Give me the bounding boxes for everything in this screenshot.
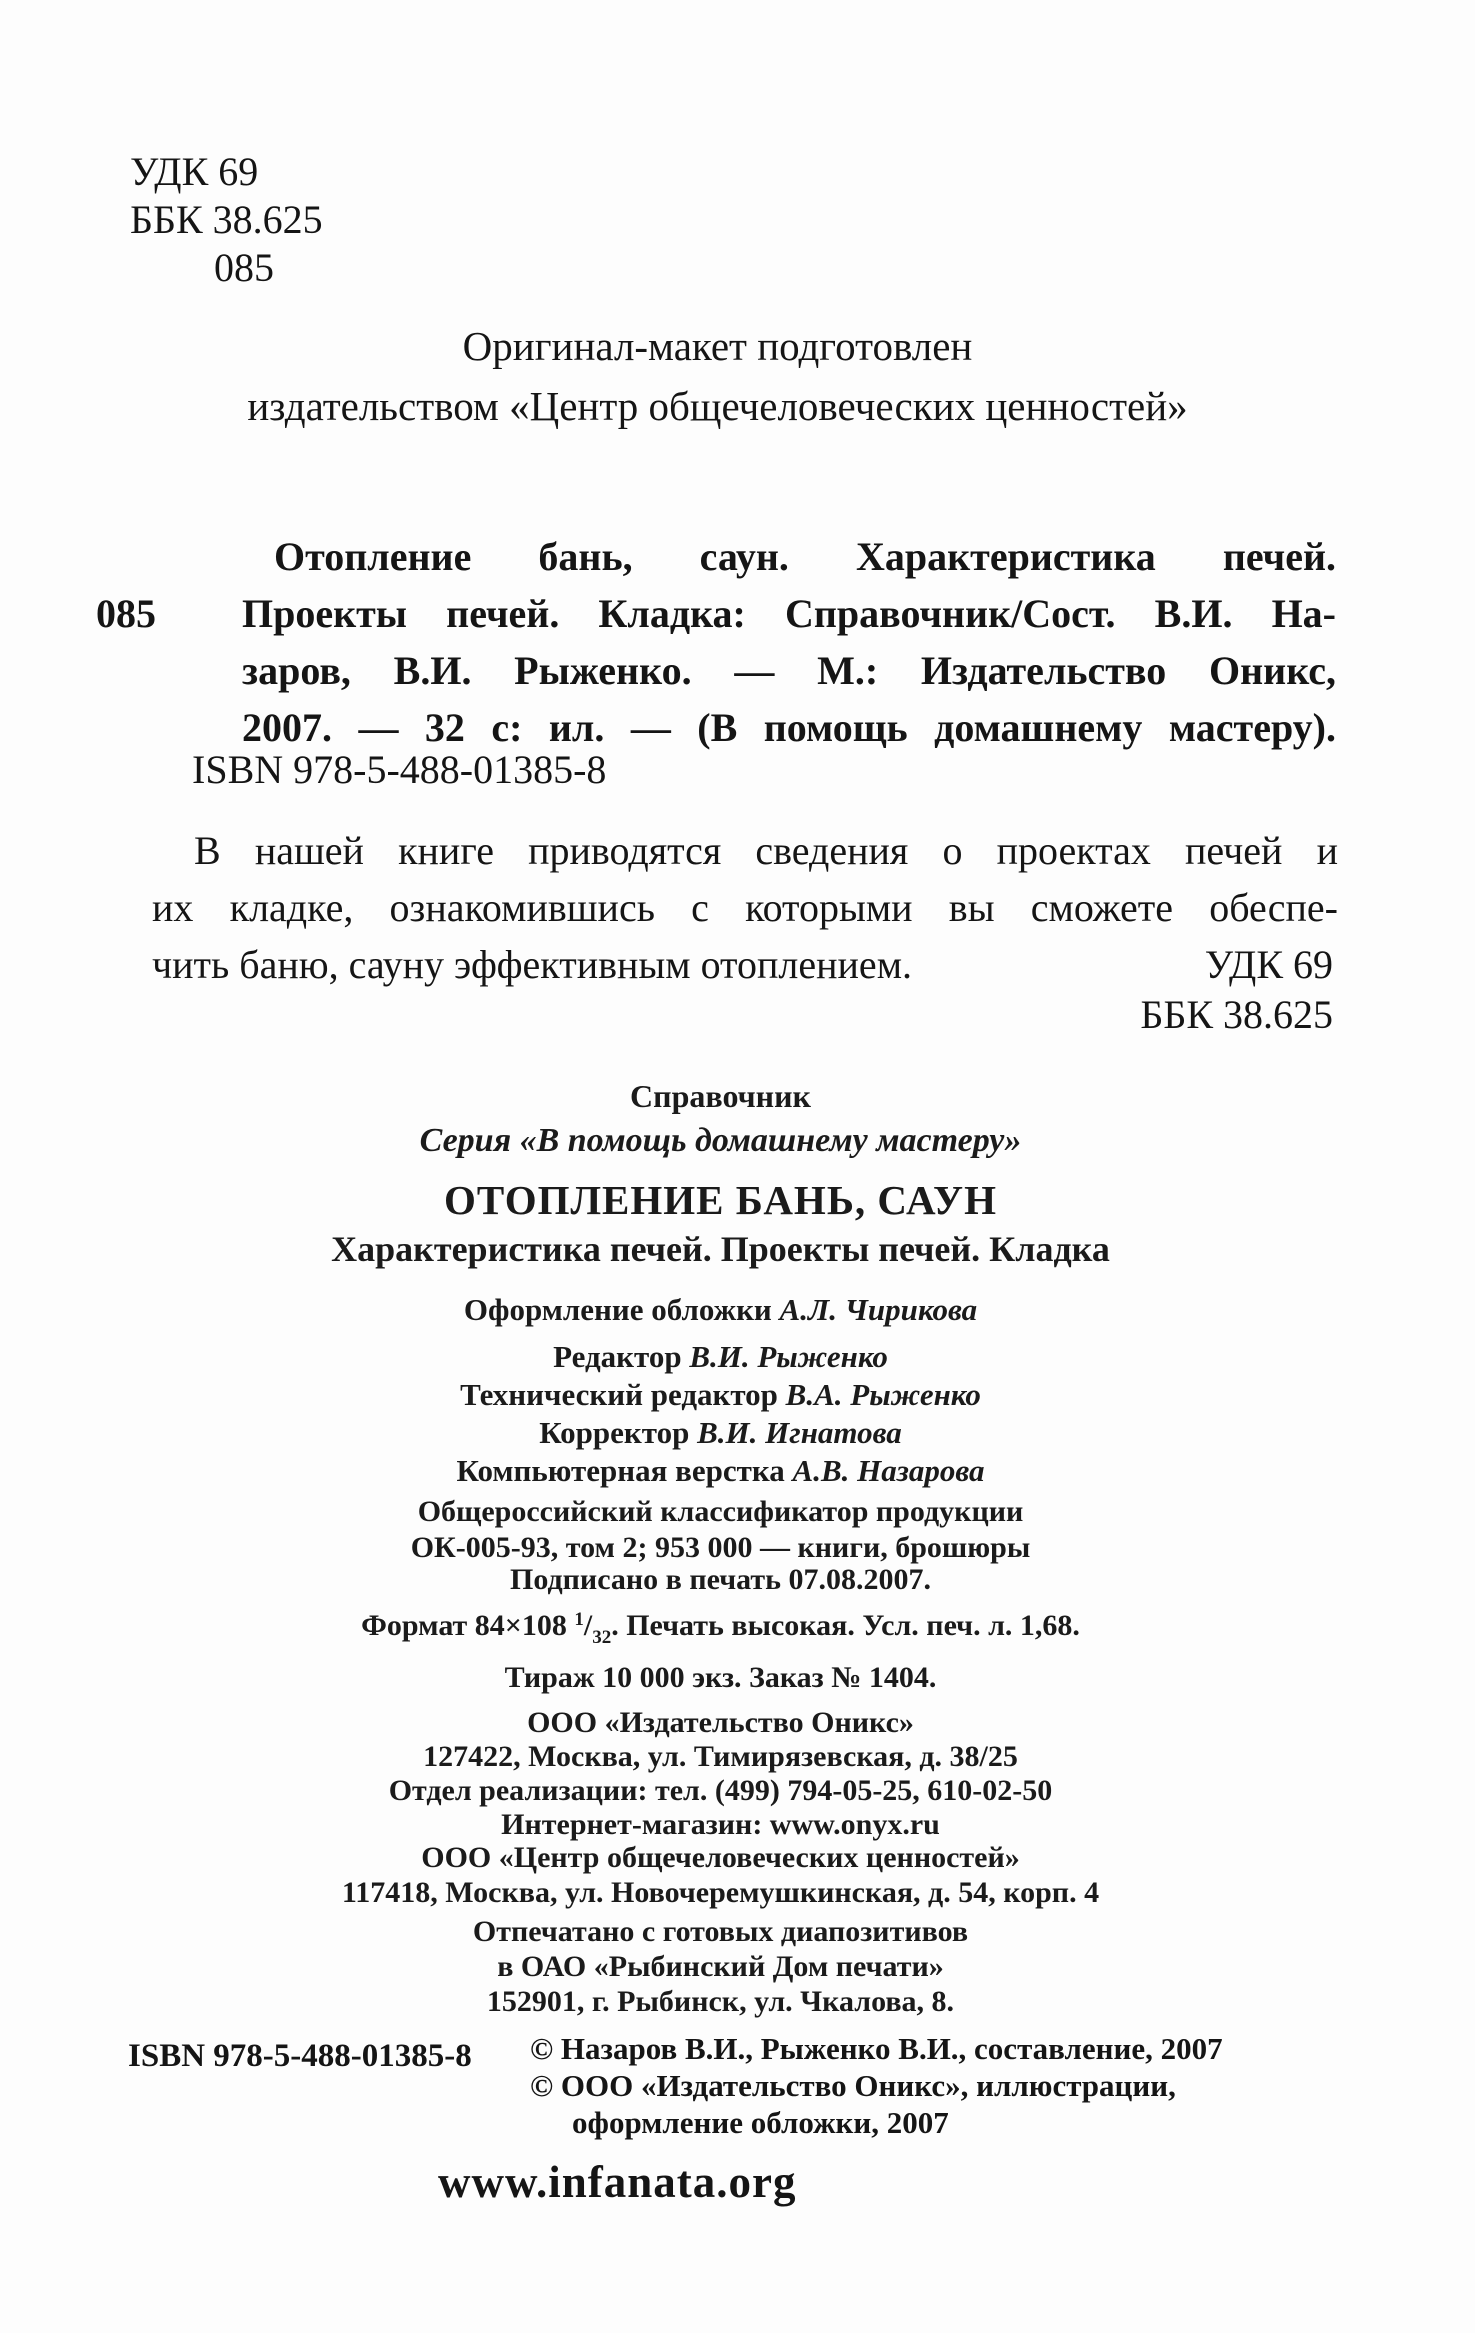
copyright-line: © Назаров В.И., Рыженко В.И., составление, 2007 [530, 2031, 1223, 2066]
format-denominator: 32 [592, 1627, 612, 1648]
edition-type: Справочник [630, 1078, 811, 1114]
annotation-line: В нашей книге приводятся сведения о проектах печей и [194, 828, 1338, 873]
footer-isbn: ISBN 978-5-488-01385-8 [128, 2038, 472, 2074]
card-text [242, 528, 1336, 756]
printer-line: в ОАО «Рыбинский Дом печати» [497, 1950, 944, 1983]
format-pre: Формат 84×108 [361, 1609, 575, 1642]
isbn-number: ISBN 978-5-488-01385-8 [192, 747, 607, 792]
copyright-line: оформление обложки, 2007 [572, 2105, 949, 2140]
publisher-center [0, 1840, 1441, 1910]
bbk-code-right: ББК 38.625 [1140, 992, 1333, 1037]
classifier-line: Общероссийский классификатор продукции [417, 1495, 1024, 1528]
print-run-line: Тираж 10 000 экз. Заказ № 1404. [504, 1661, 937, 1694]
format-post: . Печать высокая. Усл. печ. л. 1,68. [611, 1609, 1080, 1642]
classification-codes [130, 148, 323, 292]
staff-credits [0, 1338, 1441, 1490]
imprint-note [0, 316, 1435, 436]
printer-line: Отпечатано с готовых диапозитивов [472, 1915, 969, 1948]
publisher-name: ООО «Издательство Оникс» [527, 1706, 914, 1739]
print-signed-line: Подписано в печать 07.08.2007. [510, 1563, 931, 1596]
bbk-code: ББК 38.625 [130, 197, 323, 242]
udk-code-right: УДК 69 [1204, 942, 1333, 987]
format-numerator: 1 [574, 1609, 584, 1630]
catalog-card [96, 528, 1336, 756]
publisher-address: 127422, Москва, ул. Тимирязевская, д. 38/25 [423, 1740, 1018, 1773]
online-store-line: Интернет-магазин: www.onyx.ru [501, 1808, 940, 1841]
series-line: Серия «В помощь домашнему мастеру» [419, 1122, 1022, 1159]
sales-phone-line: Отдел реализации: тел. (499) 794-05-25, 610-02-50 [388, 1774, 1053, 1807]
staff-line [0, 1338, 1441, 1376]
staff-name: В.А. Рыженко [785, 1377, 981, 1412]
staff-role: Компьютерная верстка [456, 1453, 793, 1488]
publisher-address: 117418, Москва, ул. Новочеремушкинская, д. 54, корп. 4 [341, 1876, 1100, 1909]
copyright-block [530, 2030, 1223, 2141]
cover-designer-name: А.Л. Чирикова [779, 1292, 978, 1327]
udk-code: УДК 69 [130, 149, 259, 194]
card-line: Проекты печей. Кладка: Справочник/Сост. В.И. На- [242, 591, 1336, 636]
printing-house [0, 1914, 1441, 2019]
classifier-line: ОК-005-93, том 2; 953 000 — книги, брошюры [410, 1531, 1031, 1564]
staff-line [0, 1376, 1441, 1414]
imprint-note-line: Оригинал-макет подготовлен [462, 323, 973, 369]
printer-line: 152901, г. Рыбинск, ул. Чкалова, 8. [486, 1985, 955, 2018]
product-classifier [0, 1494, 1441, 1566]
card-line: 2007. — 32 с: ил. — (В помощь домашнему мастеру). [242, 705, 1336, 750]
site-watermark: www.infanata.org [438, 2157, 797, 2207]
card-line: заров, В.И. Рыженко. — М.: Издательство Оникс, [242, 648, 1336, 693]
staff-role: Технический редактор [460, 1377, 786, 1412]
book-title: ОТОПЛЕНИЕ БАНЬ, САУН [444, 1177, 997, 1223]
classification-codes-right [1140, 940, 1333, 1040]
cover-designer-label: Оформление обложки [463, 1292, 780, 1327]
staff-name: А.В. Назарова [792, 1453, 985, 1488]
publisher-onyx [0, 1706, 1441, 1842]
book-subtitle: Характеристика печей. Проекты печей. Кладка [331, 1229, 1110, 1269]
staff-name: В.И. Рыженко [689, 1339, 888, 1374]
staff-role: Редактор [553, 1339, 690, 1374]
print-info [0, 1560, 1441, 1698]
staff-line [0, 1452, 1441, 1490]
print-format-line [0, 1600, 1441, 1658]
staff-line [0, 1414, 1441, 1452]
publisher-name: ООО «Центр общечеловеческих ценностей» [421, 1841, 1020, 1874]
staff-role: Корректор [539, 1415, 698, 1450]
card-code: 085 [96, 591, 156, 636]
annotation-line: их кладке, ознакомившись с которыми вы сможете обеспе- [152, 885, 1338, 930]
imprint-note-line: издательством «Центр общечеловеческих ценностей» [247, 383, 1188, 429]
staff-name: В.И. Игнатова [697, 1415, 902, 1450]
card-line: Отопление бань, саун. Характеристика печей. [274, 534, 1336, 579]
annotation-line: чить баню, сауну эффективным отоплением. [152, 942, 912, 987]
copyright-line: © ООО «Издательство Оникс», иллюстрации, [530, 2068, 1176, 2103]
cover-designer-line [0, 1292, 1441, 1328]
classification-code: 085 [214, 245, 274, 290]
format-slash: / [583, 1609, 593, 1642]
